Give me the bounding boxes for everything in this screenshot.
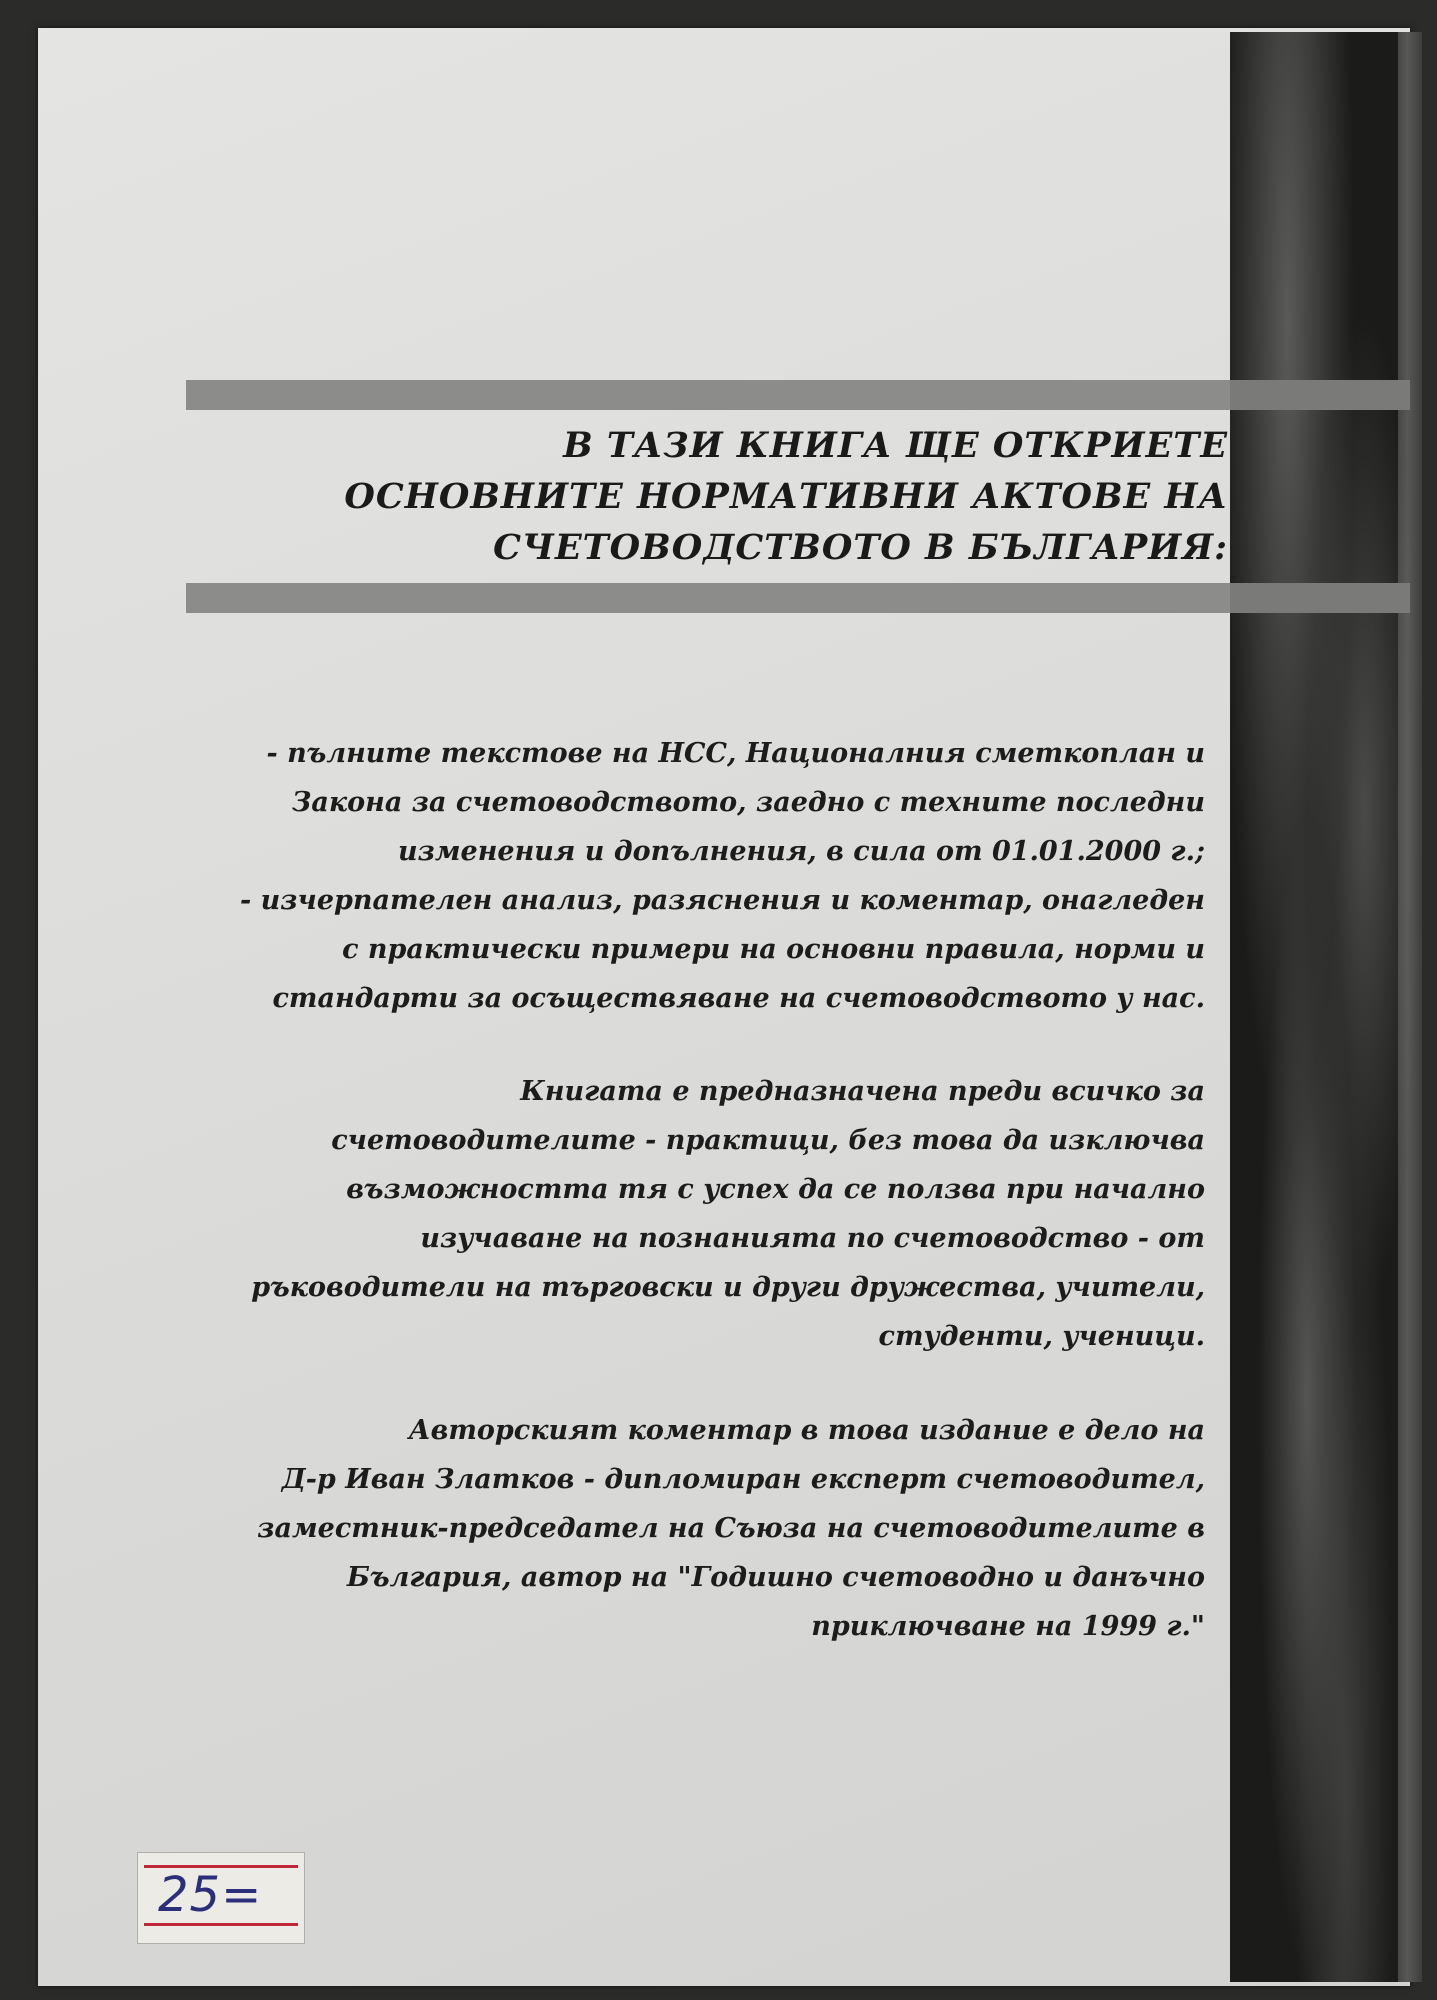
heading-line: СЧЕТОВОДСТВОТО В БЪЛГАРИЯ: (493, 527, 1228, 568)
paragraph-line: Авторският коментар в това издание е дело на (408, 1415, 1205, 1446)
paragraph-line: стандарти за осъществяване на счетоводството у нас. (272, 983, 1205, 1014)
heading-line: В ТАЗИ КНИГА ЩЕ ОТКРИЕТЕ (563, 425, 1228, 466)
heading-top-bar (186, 380, 1410, 410)
heading-block (300, 420, 1228, 573)
paragraph-line: - изчерпателен анализ, разяснения и коментар, онагледен (240, 885, 1205, 916)
heading-bottom-bar (186, 583, 1410, 613)
paragraph-line: заместник-председател на Съюза на счетоводителите в (257, 1513, 1205, 1544)
spine-edge (1398, 32, 1422, 1982)
price-sticker (137, 1852, 305, 1944)
paragraph-line: приключване на 1999 г." (811, 1611, 1205, 1642)
paragraph-line: ръководители на търговски и други дружества, учители, (251, 1272, 1205, 1303)
sticker-red-line (144, 1923, 298, 1926)
heading-top-bar-overlap (1230, 380, 1410, 410)
paragraph-line: с практически примери на основни правила, норми и (342, 934, 1205, 965)
heading-bottom-bar-overlap (1230, 583, 1410, 613)
contents-paragraph (150, 729, 1205, 1023)
paragraph-line: възможността тя с успех да се ползва при начално (346, 1174, 1205, 1205)
paragraph-line: счетоводителите - практици, без това да изключва (331, 1125, 1205, 1156)
paragraph-line: студенти, ученици. (878, 1321, 1205, 1352)
audience-paragraph (150, 1067, 1205, 1361)
paragraph-line: България, автор на "Годишно счетоводно и данъчно (346, 1562, 1205, 1593)
price-text: 25= (158, 1867, 263, 1923)
paragraph-line: - пълните текстове на НСС, Националния сметкоплан и (266, 738, 1205, 769)
author-paragraph (150, 1406, 1205, 1651)
paragraph-line: Закона за счетоводството, заедно с техните последни (291, 787, 1205, 818)
paragraph-line: изучаване на познанията по счетоводство - от (420, 1223, 1205, 1254)
paragraph-line: изменения и допълнения, в сила от 01.01.2000 г.; (398, 836, 1205, 867)
marbled-side-band (1230, 32, 1422, 1982)
paragraph-line: Д-р Иван Златков - дипломиран експерт счетоводител, (281, 1464, 1205, 1495)
paragraph-line: Книгата е предназначена преди всичко за (520, 1076, 1205, 1107)
heading-line: ОСНОВНИТЕ НОРМАТИВНИ АКТОВЕ НА (344, 476, 1228, 517)
